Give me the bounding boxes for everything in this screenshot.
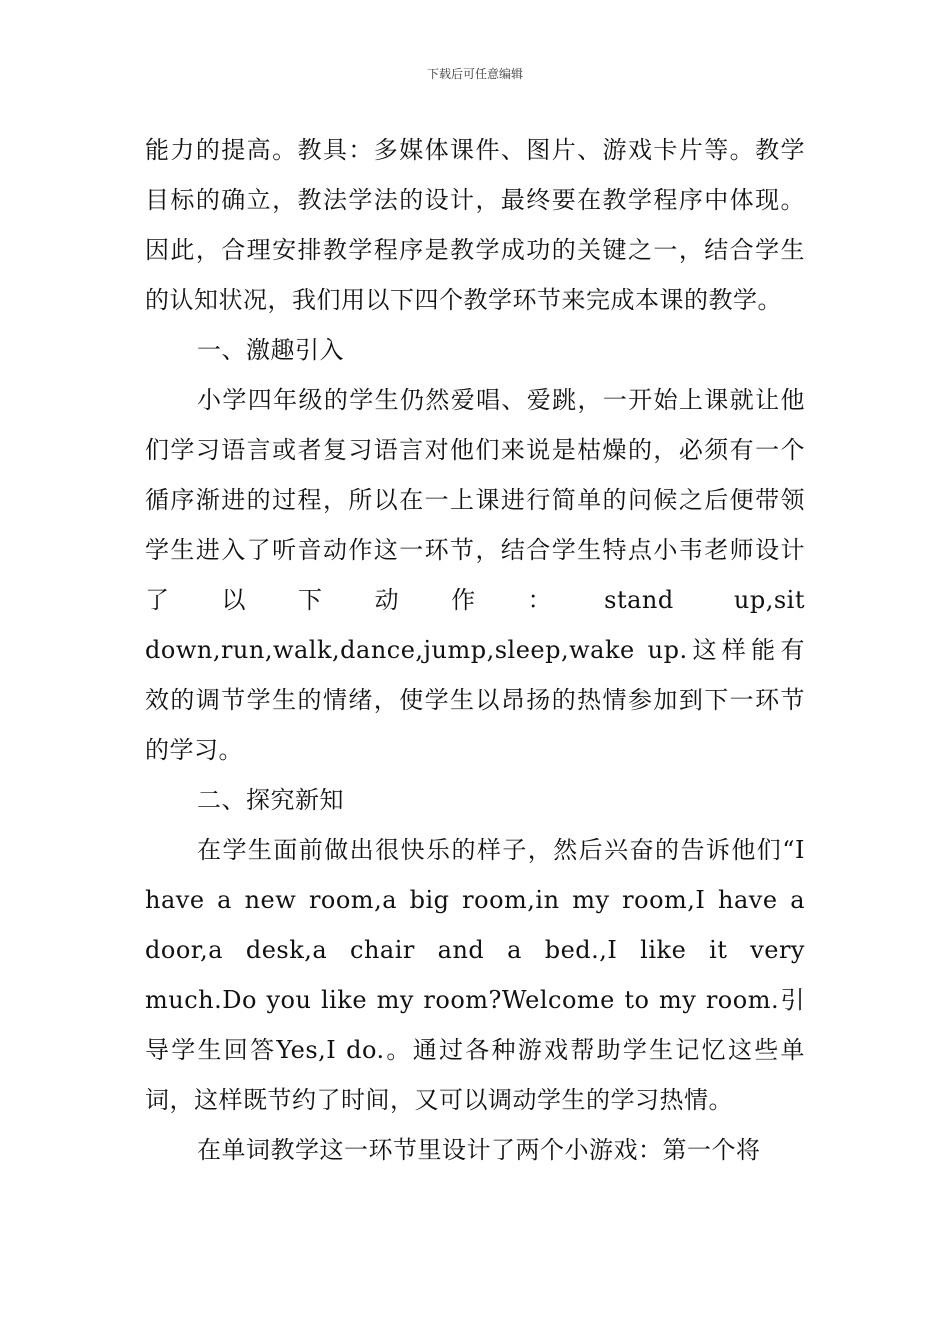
document-body: [145, 125, 805, 1175]
section-heading-explore: 二、探究新知: [197, 786, 344, 814]
paragraph-intro: 小学四年级的学生仍然爱唱、爱跳，一开始上课就让他们学习语言或者复习语言对他们来说是枯燥的，必须有一个循序渐进的过程，所以在一上课进行简单的问候之后便带领学生进入了听音动作这一环节，结合学生特点小韦老师设计了以下动作：stand up,sit down,run,walk,dance,jump,sleep,wake up.这样能有效的调节学生的情绪，使学生以昂扬的热情参加到下一环节的学习。: [145, 386, 805, 764]
section-heading-intro: 一、激趣引入: [197, 336, 344, 364]
paragraph-explore: 在学生面前做出很快乐的样子，然后兴奋的告诉他们“I have a new room,a big room,in my room,I have a door,a desk,a chair and a bed.,I like it very much.Do you like my room?Welcome to my room.引导学生回答Yes,I do.。通过各种游戏帮助学生记忆这些单词，这样既节约了时间，又可以调动学生的学习热情。: [145, 836, 805, 1114]
paragraph-word-games: 在单词教学这一环节里设计了两个小游戏：第一个将: [197, 1136, 761, 1164]
paragraph-teaching-aids: 能力的提高。教具：多媒体课件、图片、游戏卡片等。教学目标的确立，教法学法的设计，最终要在教学程序中体现。因此，合理安排教学程序是教学成功的关键之一，结合学生的认知状况，我们用以下四个教学环节来完成本课的教学。: [145, 136, 805, 314]
page-header: 下载后可任意编辑: [426, 67, 523, 81]
